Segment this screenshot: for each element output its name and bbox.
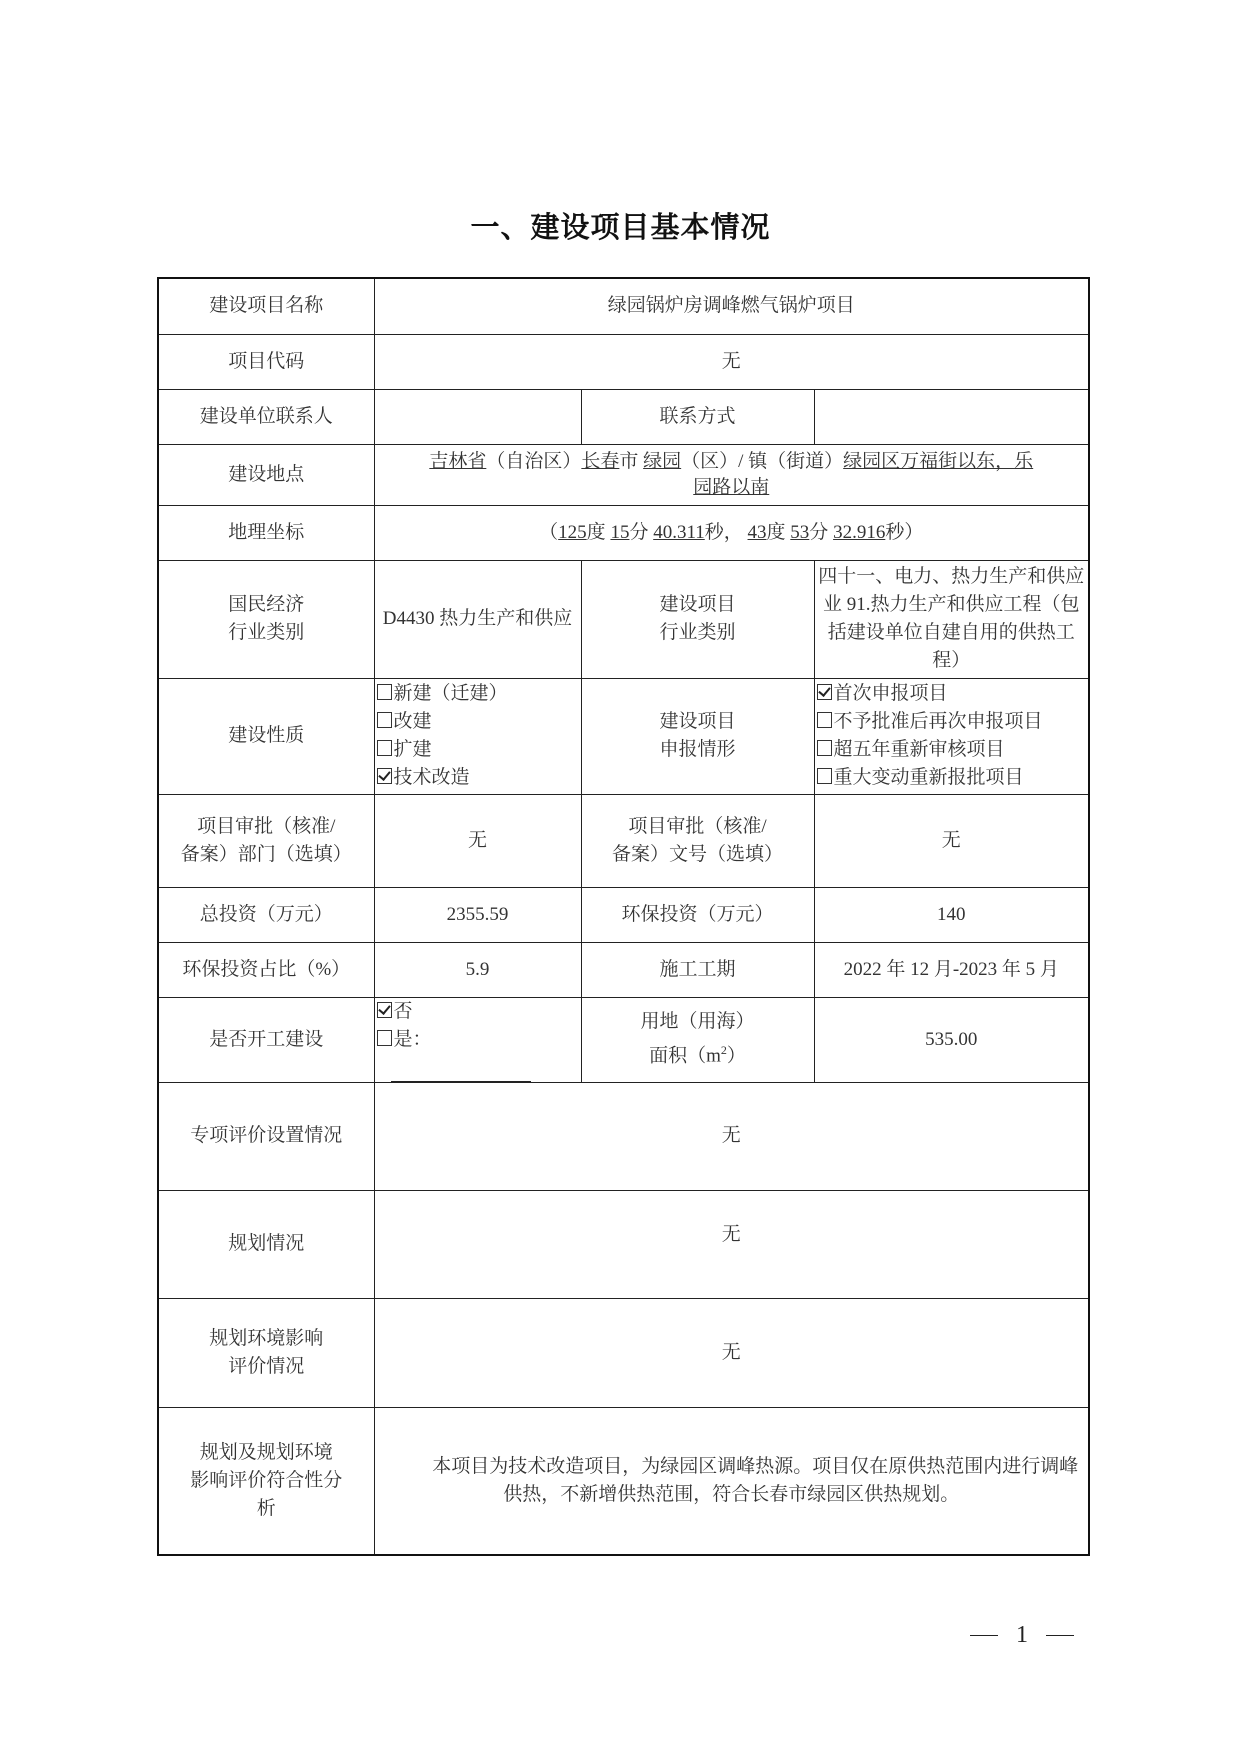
row-special-evaluation bbox=[158, 1082, 1089, 1190]
project-industry-value: 四十一、电力、热力生产和供应业 91.热力生产和供应工程（包括建设单位自建自用的供热工程） bbox=[814, 560, 1089, 678]
row-coordinates bbox=[158, 505, 1089, 560]
special-evaluation-value: 无 bbox=[374, 1082, 1089, 1190]
coordinates-label: 地理坐标 bbox=[158, 505, 374, 560]
label-line: 行业类别 bbox=[228, 622, 305, 643]
label-line: 建设项目 bbox=[659, 711, 736, 732]
lon-sec: 40.311 bbox=[653, 521, 705, 543]
compliance-analysis-value: 本项目为技术改造项目，为绿园区调峰热源。项目仅在原供热范围内进行调峰供热，不新增供热范围，符合长春市绿园区供热规划。 bbox=[374, 1407, 1089, 1555]
checkbox-checked-icon[interactable] bbox=[377, 768, 392, 784]
row-project-name bbox=[158, 278, 1089, 334]
deg-unit: 度 bbox=[586, 521, 606, 543]
national-industry-value: D4430 热力生产和供应 bbox=[374, 560, 581, 678]
min-unit: 分 bbox=[629, 521, 649, 543]
page-title: 一、建设项目基本情况 bbox=[470, 210, 771, 244]
min-unit: 分 bbox=[809, 521, 829, 543]
row-nature bbox=[158, 678, 1089, 794]
checkbox-icon[interactable] bbox=[377, 1030, 392, 1046]
label-line: 析 bbox=[256, 1497, 276, 1519]
construction-period-value: 2022 年 12 月-2023 年 5 月 bbox=[814, 942, 1089, 997]
option-label: 不予批准后再次申报项目 bbox=[833, 711, 1043, 732]
project-info-table bbox=[157, 277, 1090, 1556]
checkbox-icon[interactable] bbox=[377, 684, 392, 700]
contact-method-label: 联系方式 bbox=[581, 389, 814, 444]
checkbox-checked-icon[interactable] bbox=[377, 1002, 392, 1018]
contact-method-value bbox=[814, 389, 1089, 444]
location-value bbox=[374, 444, 1089, 505]
planning-env-value: 无 bbox=[374, 1298, 1089, 1407]
label-line: 备案）文号（选填） bbox=[611, 843, 783, 865]
option-no[interactable] bbox=[377, 998, 579, 1026]
label-line: 国民经济 bbox=[228, 594, 305, 615]
row-planning bbox=[158, 1190, 1089, 1298]
coordinates-value bbox=[374, 505, 1089, 560]
checkbox-icon[interactable] bbox=[817, 740, 832, 756]
total-investment-label: 总投资（万元） bbox=[158, 887, 374, 942]
label-line: 建设项目 bbox=[659, 594, 736, 615]
project-industry-label bbox=[581, 560, 814, 678]
checkbox-icon[interactable] bbox=[817, 712, 832, 728]
sec-unit: 秒 bbox=[704, 521, 724, 543]
approval-dept-value: 无 bbox=[374, 794, 581, 887]
location-label: 建设地点 bbox=[158, 444, 374, 505]
option-expand[interactable] bbox=[377, 736, 579, 764]
application-type-options bbox=[814, 678, 1089, 794]
option-label: 否 bbox=[393, 1000, 413, 1022]
sep: ， bbox=[723, 521, 743, 543]
label-line: 规划环境影响 bbox=[209, 1327, 324, 1349]
national-industry-label bbox=[158, 560, 374, 678]
construction-nature-options bbox=[374, 678, 581, 794]
city-suffix: 市 bbox=[619, 450, 644, 472]
lon-min: 15 bbox=[610, 521, 630, 543]
env-ratio-value: 5.9 bbox=[374, 942, 581, 997]
row-industry bbox=[158, 560, 1089, 678]
special-evaluation-label: 专项评价设置情况 bbox=[158, 1082, 374, 1190]
construction-nature-label: 建设性质 bbox=[158, 678, 374, 794]
approval-doc-label bbox=[581, 794, 814, 887]
label-line bbox=[584, 1036, 812, 1070]
row-location bbox=[158, 444, 1089, 505]
district: 绿园 bbox=[643, 450, 682, 472]
page-number-text: 1 bbox=[1016, 1622, 1028, 1648]
province: 吉林省 bbox=[429, 450, 487, 472]
city: 长春 bbox=[581, 450, 620, 472]
sec-unit: 秒 bbox=[885, 521, 905, 543]
env-ratio-label: 环保投资占比（%） bbox=[158, 942, 374, 997]
superscript: 2 bbox=[720, 1043, 727, 1058]
label-line: 行业类别 bbox=[659, 622, 736, 643]
construction-period-label: 施工工期 bbox=[581, 942, 814, 997]
location-detail-line1: 绿园区万福街以东，乐 bbox=[843, 450, 1034, 472]
option-rebuild[interactable] bbox=[377, 708, 579, 736]
approval-dept-label bbox=[158, 794, 374, 887]
project-name-value: 绿园锅炉房调峰燃气锅炉项目 bbox=[374, 278, 1089, 334]
planning-env-label bbox=[158, 1298, 374, 1407]
label-line: 项目审批（核准/ bbox=[197, 815, 336, 837]
option-yes[interactable] bbox=[377, 1026, 579, 1082]
checkbox-icon[interactable] bbox=[817, 768, 832, 784]
planning-label: 规划情况 bbox=[158, 1190, 374, 1298]
label-line: 申报情形 bbox=[659, 739, 736, 760]
project-name-label: 建设项目名称 bbox=[158, 278, 374, 334]
paren-open: （ bbox=[539, 521, 559, 543]
checkbox-checked-icon[interactable] bbox=[817, 684, 832, 700]
application-type-label bbox=[581, 678, 814, 794]
checkbox-icon[interactable] bbox=[377, 740, 392, 756]
option-new[interactable] bbox=[377, 680, 579, 708]
contact-person-value bbox=[374, 389, 581, 444]
row-planning-env bbox=[158, 1298, 1089, 1407]
option-label: 超五年重新审核项目 bbox=[833, 739, 1005, 760]
row-contact bbox=[158, 389, 1089, 444]
option-label: 重大变动重新报批项目 bbox=[833, 767, 1024, 788]
label-line: 备案）部门（选填） bbox=[180, 843, 352, 865]
option-label: 改建 bbox=[393, 711, 432, 732]
row-investment bbox=[158, 887, 1089, 942]
project-code-value: 无 bbox=[374, 334, 1089, 389]
row-started bbox=[158, 997, 1089, 1082]
checkbox-icon[interactable] bbox=[377, 712, 392, 728]
option-label: 技术改造 bbox=[393, 767, 470, 788]
yes-detail-field[interactable] bbox=[391, 1063, 531, 1082]
compliance-analysis-label bbox=[158, 1407, 374, 1555]
contact-person-label: 建设单位联系人 bbox=[158, 389, 374, 444]
lat-deg: 43 bbox=[747, 521, 767, 543]
option-first-application[interactable] bbox=[817, 680, 1087, 708]
option-five-year-review[interactable] bbox=[817, 736, 1087, 764]
paren-close: ） bbox=[904, 521, 924, 543]
label-line: 用地（用海） bbox=[640, 1011, 755, 1033]
option-reapply-after-rejection[interactable] bbox=[817, 708, 1087, 736]
started-options bbox=[374, 997, 581, 1082]
land-area-label bbox=[581, 997, 814, 1082]
label-text: ） bbox=[726, 1045, 746, 1067]
lon-deg: 125 bbox=[558, 521, 587, 543]
approval-doc-value: 无 bbox=[814, 794, 1089, 887]
province-suffix: （自治区） bbox=[486, 450, 582, 472]
env-investment-label: 环保投资（万元） bbox=[581, 887, 814, 942]
row-ratio bbox=[158, 942, 1089, 997]
label-line: 项目审批（核准/ bbox=[628, 815, 767, 837]
dash-left bbox=[970, 1635, 998, 1636]
label-line: 规划及规划环境 bbox=[199, 1441, 333, 1463]
row-compliance-analysis bbox=[158, 1407, 1089, 1555]
land-area-value: 535.00 bbox=[814, 997, 1089, 1082]
option-label: 首次申报项目 bbox=[833, 683, 948, 704]
env-investment-value: 140 bbox=[814, 887, 1089, 942]
option-label: 扩建 bbox=[393, 739, 432, 760]
row-project-code bbox=[158, 334, 1089, 389]
district-suffix: （区）/ 镇（街道） bbox=[681, 450, 844, 472]
location-detail-line2: 园路以南 bbox=[693, 476, 770, 498]
lat-min: 53 bbox=[790, 521, 810, 543]
dash-right bbox=[1046, 1635, 1074, 1636]
project-code-label: 项目代码 bbox=[158, 334, 374, 389]
row-approval bbox=[158, 794, 1089, 887]
total-investment-value: 2355.59 bbox=[374, 887, 581, 942]
option-label: 新建（迁建） bbox=[393, 683, 508, 704]
option-major-change[interactable] bbox=[817, 764, 1087, 792]
page-number bbox=[970, 1622, 1074, 1649]
started-label: 是否开工建设 bbox=[158, 997, 374, 1082]
label-text: 面积（m bbox=[649, 1045, 721, 1067]
planning-value: 无 bbox=[374, 1190, 1089, 1298]
lat-sec: 32.916 bbox=[833, 521, 886, 543]
label-line: 影响评价符合性分 bbox=[190, 1469, 343, 1491]
option-tech-upgrade[interactable] bbox=[377, 764, 579, 792]
label-line: 评价情况 bbox=[228, 1355, 305, 1377]
deg-unit: 度 bbox=[766, 521, 786, 543]
option-label: 是： bbox=[393, 1028, 432, 1050]
